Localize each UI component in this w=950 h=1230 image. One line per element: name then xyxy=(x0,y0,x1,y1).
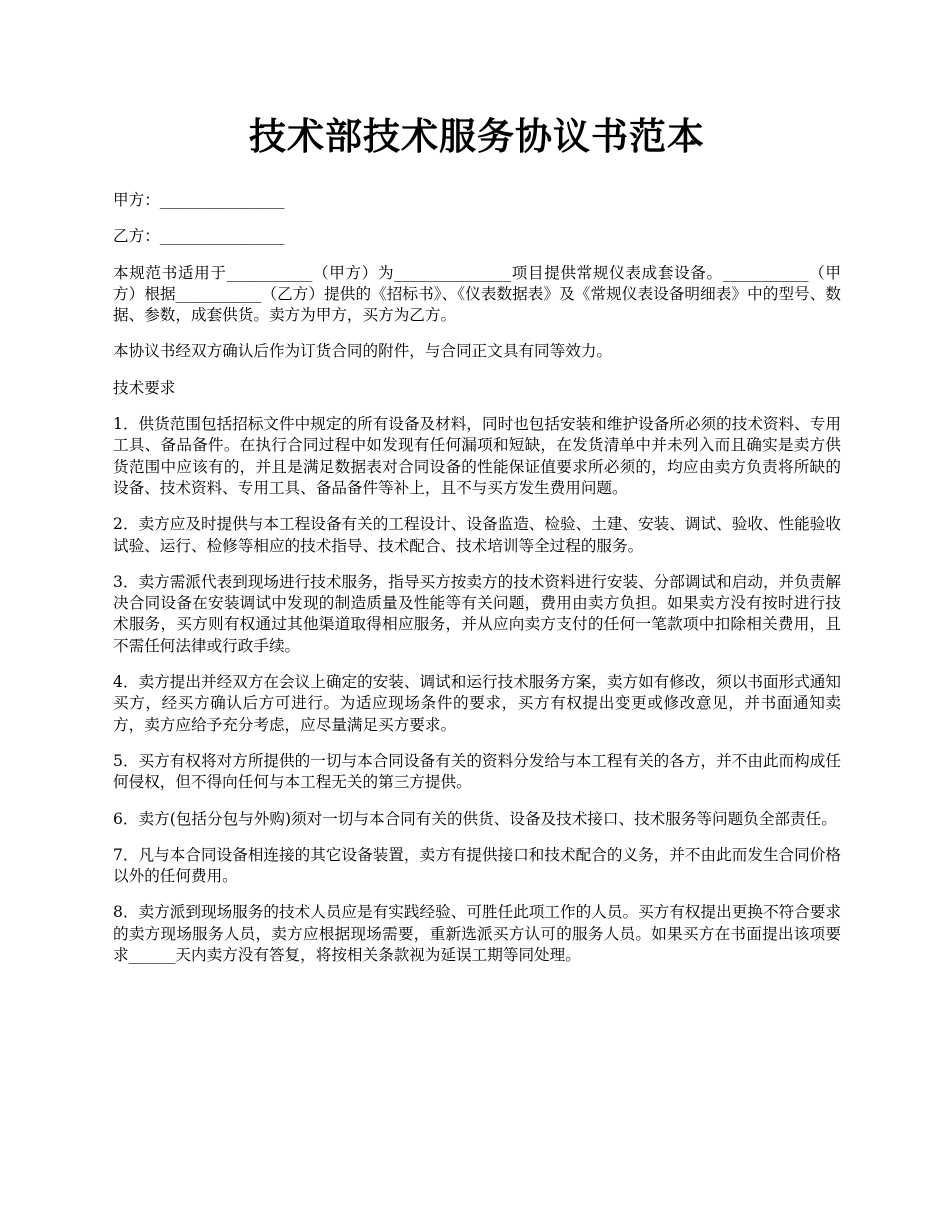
scope-paragraph: 本规范书适用于___________（甲方）为_______________项目提供常规仪表成套设备。___________（甲方）根据___________（乙方）提供的《招标书》、《仪表数据表》及《常规仪表设备明细表》中的型号、数据、参数，成套供货。卖方为甲方，买方为乙方。 xyxy=(113,263,841,325)
party-b-line: 乙方：________________ xyxy=(113,227,285,246)
clause-5: 5．买方有权将对方所提供的一切与本合同设备有关的资料分发给与本工程有关的各方，并不由此而构成任何侵权，但不得向任何与本工程无关的第三方提供。 xyxy=(113,751,841,792)
clause-6: 6．卖方(包括分包与外购)须对一切与本合同有关的供货、设备及技术接口、技术服务等问题负全部责任。 xyxy=(113,809,837,828)
clause-3: 3．卖方需派代表到现场进行技术服务，指导买方按卖方的技术资料进行安装、分部调试和启动，并负责解决合同设备在安装调试中发现的制造质量及性能等有关问题，费用由卖方负担。如果卖方没有按时进行技术服务，买方则有权通过其他渠道取得相应服务，并从应向卖方支付的任何一笔款项中扣除相关费用，且不需任何法律或行政手续。 xyxy=(113,572,841,655)
clause-2: 2．卖方应及时提供与本工程设备有关的工程设计、设备监造、检验、土建、安装、调试、验收、性能验收试验、运行、检修等相应的技术指导、技术配合、技术培训等全过程的服务。 xyxy=(113,515,841,555)
document-title: 技术部技术服务协议书范本 xyxy=(249,114,705,158)
section-heading: 技术要求 xyxy=(113,378,176,397)
clause-1: 1．供货范围包括招标文件中规定的所有设备及材料，同时也包括安装和维护设备所必须的技术资料、专用工具、备品备件。在执行合同过程中如发现有任何漏项和短缺，在发货清单中并未列入而且确实是卖方供货范围中应该有的，并且是满足数据表对合同设备的性能保证值要求所必须的，均应由卖方负责将所缺的设备、技术资料、专用工具、备品备件等补上，且不与买方发生费用问题。 xyxy=(113,415,841,497)
clause-8: 8．卖方派到现场服务的技术人员应是有实践经验、可胜任此项工作的人员。买方有权提出更换不符合要求的卖方现场服务人员，卖方应根据现场需要，重新选派买方认可的服务人员。如果买方在书面提出该项要求______天内卖方没有答复，将按相关条款视为延误工期等同处理。 xyxy=(113,903,841,965)
document-page xyxy=(113,110,841,981)
clause-7: 7．凡与本合同设备相连接的其它设备装置，卖方有提供接口和技术配合的义务，并不由此而发生合同价格以外的任何费用。 xyxy=(113,845,841,886)
validity-paragraph: 本协议书经双方确认后作为订货合同的附件，与合同正文具有同等效力。 xyxy=(113,342,613,361)
party-a-line: 甲方：________________ xyxy=(113,191,285,209)
clause-4: 4．卖方提出并经双方在会议上确定的安装、调试和运行技术服务方案，卖方如有修改，须以书面形式通知买方，经买方确认后方可进行。为适应现场条件的要求，买方有权提出变更或修改意见，并书面通知卖方，卖方应给予充分考虑，应尽量满足买方要求。 xyxy=(113,673,841,734)
